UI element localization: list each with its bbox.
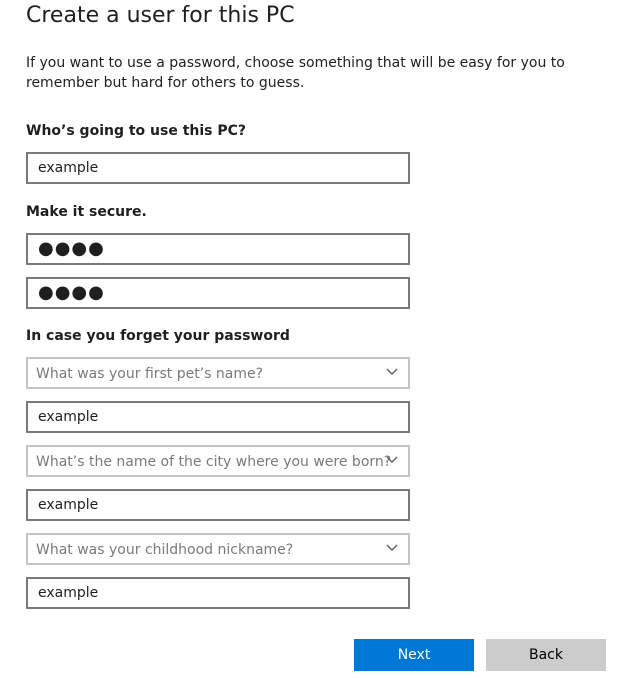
security-question-3-text: What was your childhood nickname? bbox=[36, 542, 294, 558]
security-answer-1-field[interactable]: example bbox=[26, 401, 410, 433]
chevron-down-icon bbox=[386, 544, 398, 552]
page-title: Create a user for this PC bbox=[26, 3, 295, 28]
confirm-password-field[interactable]: ●●●● bbox=[26, 277, 410, 309]
security-question-3-select[interactable] bbox=[26, 533, 410, 565]
security-question-1-text: What was your first pet’s name? bbox=[36, 366, 264, 382]
back-button[interactable]: Back bbox=[486, 639, 606, 671]
password-field[interactable]: ●●●● bbox=[26, 233, 410, 265]
security-question-2-text: What’s the name of the city where you were born? bbox=[36, 454, 392, 470]
username-field[interactable]: example bbox=[26, 152, 410, 184]
chevron-down-icon bbox=[386, 456, 398, 464]
next-button[interactable]: Next bbox=[354, 639, 474, 671]
security-questions-label: In case you forget your password bbox=[26, 328, 290, 344]
chevron-down-icon bbox=[386, 368, 398, 376]
security-question-2-select[interactable] bbox=[26, 445, 410, 477]
password-section-label: Make it secure. bbox=[26, 204, 147, 220]
security-answer-2-field[interactable]: example bbox=[26, 489, 410, 521]
intro-text: If you want to use a password, choose something that will be easy for you to remember but hard for others to guess. bbox=[26, 55, 565, 91]
username-label: Who’s going to use this PC? bbox=[26, 123, 247, 139]
security-answer-3-field[interactable]: example bbox=[26, 577, 410, 609]
security-question-1-select[interactable] bbox=[26, 357, 410, 389]
